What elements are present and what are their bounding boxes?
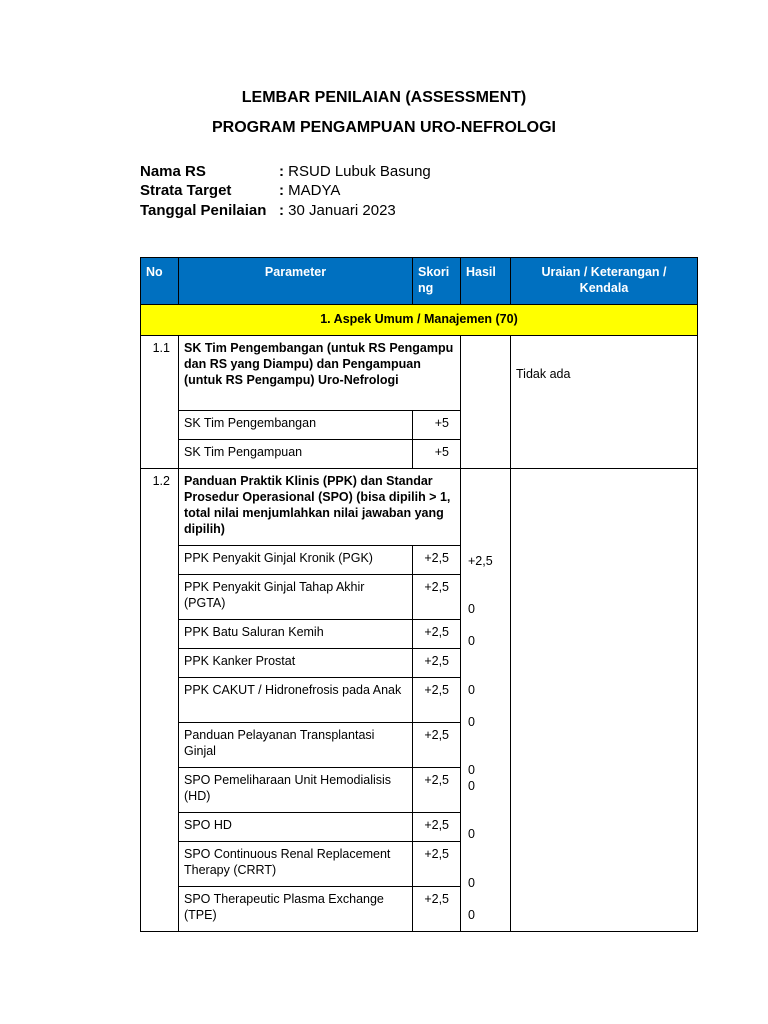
hasil-cell — [461, 469, 511, 932]
header-skoring: Skori ng — [413, 258, 461, 305]
header-uraian: Uraian / Keterangan / Kendala — [511, 258, 698, 305]
info-value — [279, 182, 340, 199]
info-colon: : — [279, 202, 284, 219]
score-cell: +2,5 — [413, 813, 461, 842]
info-label: Strata Target — [140, 182, 232, 199]
score-cell: +2,5 — [413, 546, 461, 575]
sub-parameter: PPK Penyakit Ginjal Tahap Akhir (PGTA) — [179, 575, 413, 620]
hasil-value: 0 — [468, 763, 475, 777]
hasil-value: 0 — [468, 779, 475, 793]
parameter-heading: SK Tim Pengembangan (untuk RS Pengampu dan RS yang Diampu) dan Pengampuan (untuk RS Pengampu) Uro-Nefrologi — [179, 336, 461, 411]
sub-parameter: PPK CAKUT / Hidronefrosis pada Anak — [179, 678, 413, 723]
header-parameter: Parameter — [179, 258, 413, 305]
sub-parameter: SPO Pemeliharaan Unit Hemodialisis (HD) — [179, 768, 413, 813]
sub-parameter: SPO HD — [179, 813, 413, 842]
sub-parameter: SPO Therapeutic Plasma Exchange (TPE) — [179, 887, 413, 932]
uraian-cell — [511, 469, 698, 932]
hasil-value: 0 — [468, 634, 475, 648]
table-row — [141, 469, 698, 546]
sub-parameter: PPK Penyakit Ginjal Kronik (PGK) — [179, 546, 413, 575]
info-value-text: MADYA — [288, 182, 341, 199]
info-value — [279, 163, 431, 180]
score-cell: +2,5 — [413, 678, 461, 723]
table-row — [141, 336, 698, 411]
score-cell: +2,5 — [413, 649, 461, 678]
score-cell: +2,5 — [413, 575, 461, 620]
hasil-value: 0 — [468, 908, 475, 922]
info-label: Nama RS — [140, 163, 206, 180]
header-no: No — [141, 258, 179, 305]
section-title: 1. Aspek Umum / Manajemen (70) — [141, 305, 698, 336]
hasil-value: 0 — [468, 715, 475, 729]
hasil-value: 0 — [468, 683, 475, 697]
score-cell: +2,5 — [413, 842, 461, 887]
hasil-value: +2,5 — [468, 554, 493, 568]
info-colon: : — [279, 182, 284, 199]
score-cell: +2,5 — [413, 620, 461, 649]
assessment-table — [140, 257, 698, 932]
sub-parameter: Panduan Pelayanan Transplantasi Ginjal — [179, 723, 413, 768]
score-cell: +2,5 — [413, 768, 461, 813]
hasil-value: 0 — [468, 827, 475, 841]
sub-parameter: PPK Kanker Prostat — [179, 649, 413, 678]
header-hasil: Hasil — [461, 258, 511, 305]
info-value-text: 30 Januari 2023 — [288, 202, 396, 219]
score-cell: +2,5 — [413, 887, 461, 932]
info-label: Tanggal Penilaian — [140, 202, 267, 219]
score-cell: +5 — [413, 411, 461, 440]
parameter-heading: Panduan Praktik Klinis (PPK) dan Standar Prosedur Operasional (SPO) (bisa dipilih > 1, total nilai menjumlahkan nilai jawaban yang dipilih) — [179, 469, 461, 546]
row-number: 1.1 — [141, 336, 179, 469]
section-row — [141, 305, 698, 336]
info-value — [279, 202, 396, 219]
uraian-cell: Tidak ada — [511, 336, 698, 469]
info-value-text: RSUD Lubuk Basung — [288, 163, 431, 180]
sub-parameter: SK Tim Pengampuan — [179, 440, 413, 469]
sub-parameter: SPO Continuous Renal Replacement Therapy (CRRT) — [179, 842, 413, 887]
info-colon: : — [279, 163, 284, 180]
document-subtitle: PROGRAM PENGAMPUAN URO-NEFROLOGI — [212, 119, 556, 136]
document-title: LEMBAR PENILAIAN (ASSESSMENT) — [241, 89, 527, 106]
score-cell: +5 — [413, 440, 461, 469]
hasil-value: 0 — [468, 876, 475, 890]
table-header-row — [141, 258, 698, 305]
hasil-cell — [461, 336, 511, 469]
sub-parameter: SK Tim Pengembangan — [179, 411, 413, 440]
sub-parameter: PPK Batu Saluran Kemih — [179, 620, 413, 649]
score-cell: +2,5 — [413, 723, 461, 768]
hasil-value: 0 — [468, 602, 475, 616]
row-number: 1.2 — [141, 469, 179, 932]
